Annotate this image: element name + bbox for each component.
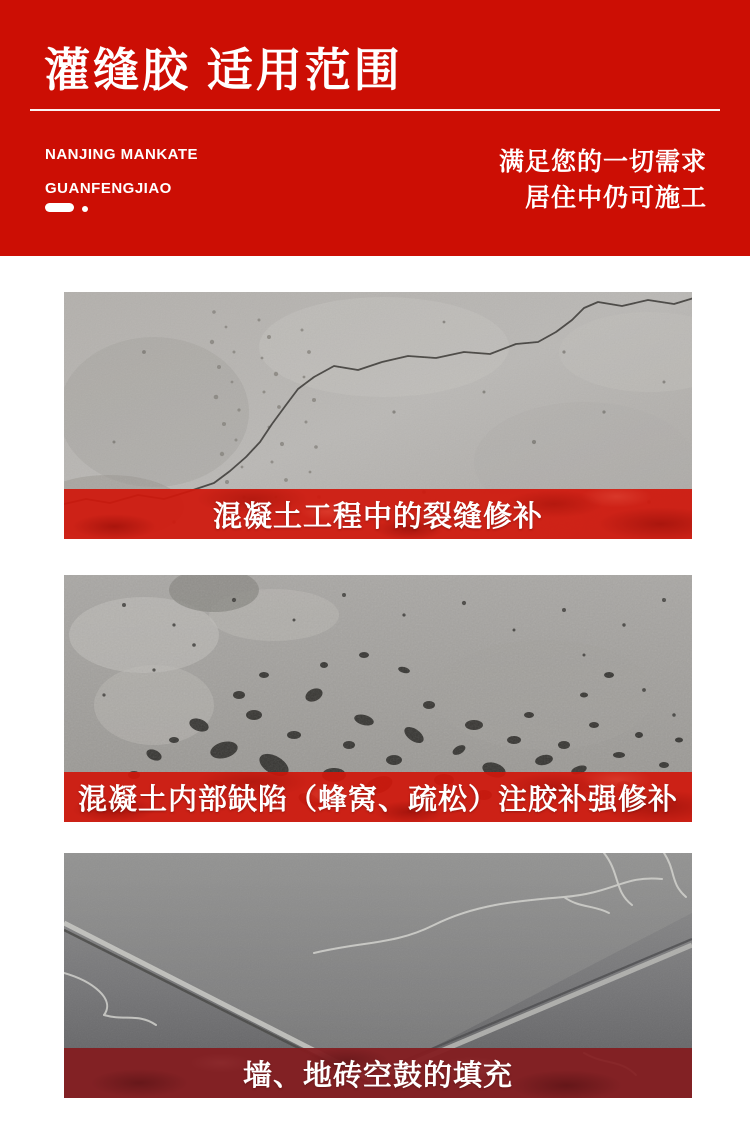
slogan-line2: 居住中仍可施工 xyxy=(524,184,707,212)
slogan-line1: 满足您的一切需求 xyxy=(498,148,707,176)
header-banner xyxy=(0,0,750,256)
caption-internal-defect-repair: 混凝土内部缺陷（蜂窝、疏松）注胶补强修补 xyxy=(64,772,692,822)
brand-name-line2: GUANFENGJIAO xyxy=(45,180,172,197)
caption-crack-repair: 混凝土工程中的裂缝修补 xyxy=(64,489,692,539)
brand-dash-icon xyxy=(45,203,74,212)
section-crack-repair xyxy=(64,292,692,539)
slogan-text xyxy=(499,144,707,216)
section-tile-hollow-fill xyxy=(64,853,692,1098)
section-internal-defect-repair xyxy=(64,575,692,822)
brand-dot-icon xyxy=(82,206,88,212)
header-divider xyxy=(30,109,720,111)
brand-name-line1: NANJING MANKATE xyxy=(45,146,199,163)
caption-tile-hollow-fill: 墙、地砖空鼓的填充 xyxy=(64,1048,692,1098)
page-title: 灌缝胶 适用范围 xyxy=(44,44,403,96)
